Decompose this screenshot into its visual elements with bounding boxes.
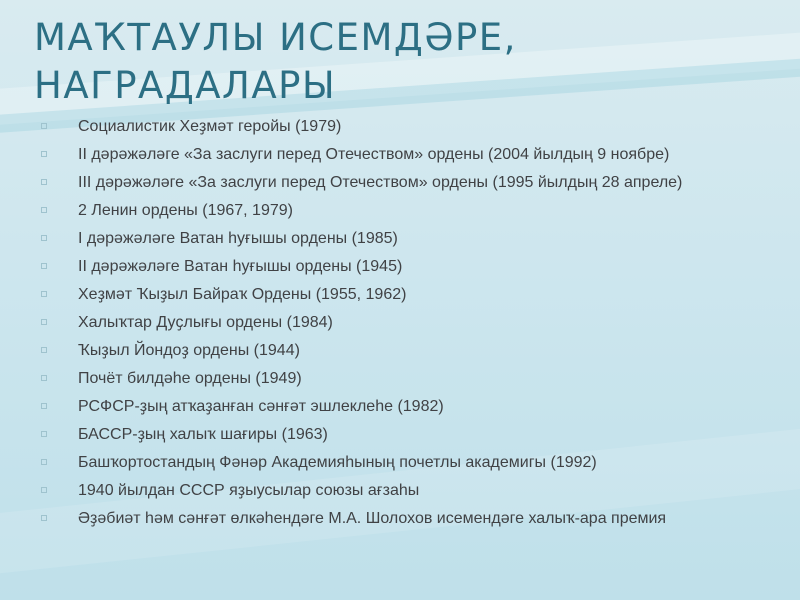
list-item-text: Ҡыҙыл Йондоҙ ордены (1944) (78, 342, 300, 359)
list-item-text: II дәрәжәләге «За заслуги перед Отечеством» ордены (2004 йылдың 9 ноябре) (78, 146, 670, 163)
bullet-icon (41, 151, 47, 157)
list-item-text: Әҙәбиәт һәм сәнғәт өлкәһендәге М.А. Шолохов исемендәге халыҡ-ара премия (78, 510, 667, 527)
awards-list (38, 116, 758, 536)
list-item (38, 340, 758, 361)
bullet-icon (41, 347, 47, 353)
list-item-text: Социалистик Хеҙмәт геройы (1979) (78, 118, 342, 135)
list-item (38, 312, 758, 333)
bullet-icon (41, 459, 47, 465)
bullet-icon (41, 375, 47, 381)
list-item (38, 172, 758, 193)
list-item (38, 424, 758, 445)
list-item-text: 2 Ленин ордены (1967, 1979) (78, 202, 293, 219)
bullet-icon (41, 403, 47, 409)
list-item-text: РСФСР-ҙың атҡаҙанған сәнғәт эшлеклеһе (1982) (78, 398, 444, 415)
list-item (38, 228, 758, 249)
list-item-text: III дәрәжәләге «За заслуги перед Отечеством» ордены (1995 йылдың 28 апреле) (78, 174, 683, 191)
list-item (38, 200, 758, 221)
list-item-text: Почёт билдәһе ордены (1949) (78, 370, 302, 387)
list-item (38, 396, 758, 417)
list-item (38, 452, 758, 473)
list-item-text: БАССР-ҙың халыҡ шағиры (1963) (78, 426, 328, 443)
list-item-text: I дәрәжәләге Ватан һуғышы ордены (1985) (78, 230, 398, 247)
bullet-icon (41, 235, 47, 241)
list-item (38, 284, 758, 305)
list-item-text: Хеҙмәт Ҡыҙыл Байраҡ Ордены (1955, 1962) (78, 286, 407, 303)
bullet-icon (41, 179, 47, 185)
list-item (38, 508, 758, 529)
slide-title: МАҠТАУЛЫ ИСЕМДӘРЕ, НАГРАДАЛАРЫ (34, 16, 517, 107)
bullet-icon (41, 207, 47, 213)
list-item (38, 480, 758, 501)
bullet-icon (41, 123, 47, 129)
list-item-text: II дәрәжәләге Ватан һуғышы ордены (1945) (78, 258, 403, 275)
list-item-text: 1940 йылдан СССР яҙыусылар союзы ағзаһы (78, 482, 420, 499)
bullet-icon (41, 487, 47, 493)
list-item (38, 256, 758, 277)
list-item (38, 116, 758, 137)
list-item-text: Халыҡтар Дуҫлығы ордены (1984) (78, 314, 333, 331)
list-item-text: Башҡортостандың Фәнәр Академияһының почетлы академигы (1992) (78, 454, 597, 471)
bullet-icon (41, 319, 47, 325)
list-item (38, 368, 758, 389)
bullet-icon (41, 515, 47, 521)
bullet-icon (41, 263, 47, 269)
list-item (38, 144, 758, 165)
bullet-icon (41, 291, 47, 297)
bullet-icon (41, 431, 47, 437)
